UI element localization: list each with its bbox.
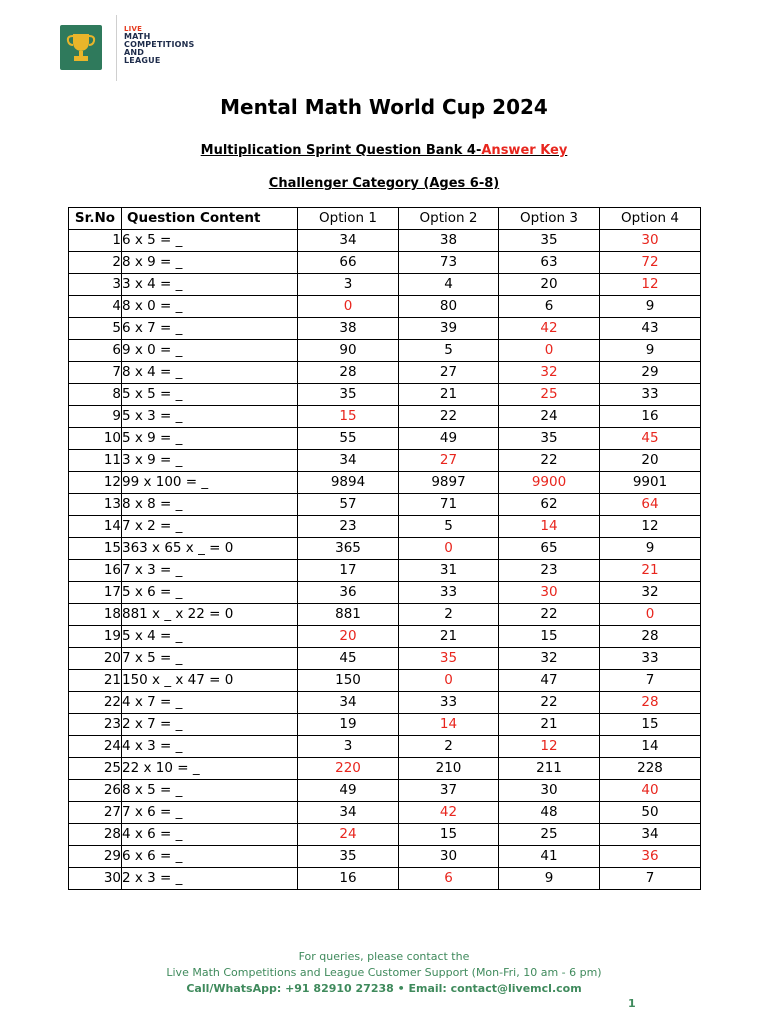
row-option: 3 xyxy=(298,274,399,296)
subtitle-answer-key: Answer Key xyxy=(481,143,568,158)
row-option: 73 xyxy=(399,252,499,274)
footer-support-line: Live Math Competitions and League Customer Support (Mon-Fri, 10 am - 6 pm) xyxy=(166,966,602,979)
correct-answer-option: 28 xyxy=(600,692,701,714)
correct-answer-option: 0 xyxy=(499,340,600,362)
row-question: 6 x 5 = _ xyxy=(122,230,298,252)
table-row xyxy=(69,274,701,296)
row-option: 34 xyxy=(298,230,399,252)
correct-answer-option: 42 xyxy=(499,318,600,340)
table-row xyxy=(69,802,701,824)
row-option: 211 xyxy=(499,758,600,780)
correct-answer-option: 15 xyxy=(298,406,399,428)
row-sr-no: 2 xyxy=(69,252,122,274)
row-option: 57 xyxy=(298,494,399,516)
row-question: 3 x 9 = _ xyxy=(122,450,298,472)
row-question: 5 x 6 = _ xyxy=(122,582,298,604)
row-sr-no: 8 xyxy=(69,384,122,406)
row-question: 8 x 4 = _ xyxy=(122,362,298,384)
row-question: 99 x 100 = _ xyxy=(122,472,298,494)
trophy-logo-icon xyxy=(60,25,102,70)
table-row xyxy=(69,692,701,714)
row-option: 7 xyxy=(600,670,701,692)
row-question: 2 x 3 = _ xyxy=(122,868,298,890)
correct-answer-option: 6 xyxy=(399,868,499,890)
header-option-2: Option 2 xyxy=(399,208,499,230)
row-option: 6 xyxy=(499,296,600,318)
table-row xyxy=(69,582,701,604)
row-sr-no: 7 xyxy=(69,362,122,384)
row-question: 4 x 7 = _ xyxy=(122,692,298,714)
row-sr-no: 25 xyxy=(69,758,122,780)
row-option: 32 xyxy=(600,582,701,604)
row-option: 25 xyxy=(499,824,600,846)
table-row xyxy=(69,252,701,274)
row-question: 8 x 9 = _ xyxy=(122,252,298,274)
row-option: 45 xyxy=(298,648,399,670)
row-option: 50 xyxy=(600,802,701,824)
row-option: 15 xyxy=(499,626,600,648)
row-question: 4 x 6 = _ xyxy=(122,824,298,846)
correct-answer-option: 30 xyxy=(600,230,701,252)
row-sr-no: 17 xyxy=(69,582,122,604)
category-heading: Challenger Category (Ages 6-8) xyxy=(268,176,500,191)
table-row xyxy=(69,780,701,802)
row-question: 5 x 9 = _ xyxy=(122,428,298,450)
row-option: 31 xyxy=(399,560,499,582)
row-question: 22 x 10 = _ xyxy=(122,758,298,780)
correct-answer-option: 14 xyxy=(399,714,499,736)
row-sr-no: 29 xyxy=(69,846,122,868)
correct-answer-option: 12 xyxy=(499,736,600,758)
table-row xyxy=(69,340,701,362)
correct-answer-option: 30 xyxy=(499,582,600,604)
row-sr-no: 10 xyxy=(69,428,122,450)
row-sr-no: 19 xyxy=(69,626,122,648)
row-question: 8 x 0 = _ xyxy=(122,296,298,318)
row-option: 16 xyxy=(298,868,399,890)
correct-answer-option: 0 xyxy=(399,670,499,692)
correct-answer-option: 0 xyxy=(399,538,499,560)
row-option: 62 xyxy=(499,494,600,516)
row-option: 23 xyxy=(499,560,600,582)
row-question: 7 x 5 = _ xyxy=(122,648,298,670)
row-question: 5 x 3 = _ xyxy=(122,406,298,428)
row-sr-no: 11 xyxy=(69,450,122,472)
subtitle-main: Multiplication Sprint Question Bank 4- xyxy=(200,143,482,158)
row-sr-no: 16 xyxy=(69,560,122,582)
table-row xyxy=(69,472,701,494)
row-sr-no: 15 xyxy=(69,538,122,560)
row-option: 35 xyxy=(499,230,600,252)
row-option: 33 xyxy=(600,648,701,670)
row-option: 47 xyxy=(499,670,600,692)
row-option: 34 xyxy=(298,450,399,472)
row-option: 49 xyxy=(298,780,399,802)
row-option: 881 xyxy=(298,604,399,626)
table-row xyxy=(69,824,701,846)
correct-answer-option: 40 xyxy=(600,780,701,802)
row-option: 38 xyxy=(399,230,499,252)
footer-contact-line: For queries, please contact the xyxy=(298,950,470,963)
table-row xyxy=(69,450,701,472)
row-sr-no: 28 xyxy=(69,824,122,846)
row-option: 2 xyxy=(399,736,499,758)
row-sr-no: 18 xyxy=(69,604,122,626)
row-option: 228 xyxy=(600,758,701,780)
row-option: 39 xyxy=(399,318,499,340)
row-question: 3 x 4 = _ xyxy=(122,274,298,296)
row-sr-no: 23 xyxy=(69,714,122,736)
header-option-3: Option 3 xyxy=(499,208,600,230)
row-option: 22 xyxy=(499,604,600,626)
row-option: 48 xyxy=(499,802,600,824)
correct-answer-option: 12 xyxy=(600,274,701,296)
table-row xyxy=(69,604,701,626)
row-option: 80 xyxy=(399,296,499,318)
row-option: 28 xyxy=(298,362,399,384)
row-sr-no: 5 xyxy=(69,318,122,340)
table-row xyxy=(69,736,701,758)
row-sr-no: 24 xyxy=(69,736,122,758)
correct-answer-option: 32 xyxy=(499,362,600,384)
row-option: 35 xyxy=(298,384,399,406)
row-option: 2 xyxy=(399,604,499,626)
row-option: 150 xyxy=(298,670,399,692)
row-option: 9 xyxy=(499,868,600,890)
row-question: 5 x 5 = _ xyxy=(122,384,298,406)
row-question: 4 x 3 = _ xyxy=(122,736,298,758)
row-sr-no: 9 xyxy=(69,406,122,428)
correct-answer-option: 24 xyxy=(298,824,399,846)
correct-answer-option: 0 xyxy=(298,296,399,318)
page-subtitle xyxy=(0,143,768,158)
table-row xyxy=(69,714,701,736)
row-option: 43 xyxy=(600,318,701,340)
row-option: 12 xyxy=(600,516,701,538)
row-option: 24 xyxy=(499,406,600,428)
row-option: 32 xyxy=(499,648,600,670)
row-option: 65 xyxy=(499,538,600,560)
row-option: 23 xyxy=(298,516,399,538)
row-question: 6 x 6 = _ xyxy=(122,846,298,868)
row-option: 27 xyxy=(399,362,499,384)
row-option: 9897 xyxy=(399,472,499,494)
table-row xyxy=(69,670,701,692)
row-option: 4 xyxy=(399,274,499,296)
table-row xyxy=(69,318,701,340)
row-option: 210 xyxy=(399,758,499,780)
row-question: 881 x _ x 22 = 0 xyxy=(122,604,298,626)
row-question: 150 x _ x 47 = 0 xyxy=(122,670,298,692)
row-question: 9 x 0 = _ xyxy=(122,340,298,362)
row-option: 33 xyxy=(399,582,499,604)
row-question: 5 x 4 = _ xyxy=(122,626,298,648)
row-question: 363 x 65 x _ = 0 xyxy=(122,538,298,560)
row-sr-no: 30 xyxy=(69,868,122,890)
table-row xyxy=(69,538,701,560)
row-question: 8 x 8 = _ xyxy=(122,494,298,516)
row-option: 9 xyxy=(600,296,701,318)
row-option: 33 xyxy=(399,692,499,714)
table-row xyxy=(69,296,701,318)
row-option: 30 xyxy=(399,846,499,868)
row-option: 5 xyxy=(399,340,499,362)
row-option: 38 xyxy=(298,318,399,340)
row-option: 29 xyxy=(600,362,701,384)
row-sr-no: 27 xyxy=(69,802,122,824)
table-row xyxy=(69,868,701,890)
header-question-content: Question Content xyxy=(122,208,298,230)
row-option: 21 xyxy=(499,714,600,736)
header-sr-no: Sr.No xyxy=(69,208,122,230)
row-option: 20 xyxy=(499,274,600,296)
row-option: 55 xyxy=(298,428,399,450)
row-option: 7 xyxy=(600,868,701,890)
row-option: 3 xyxy=(298,736,399,758)
row-question: 7 x 3 = _ xyxy=(122,560,298,582)
correct-answer-option: 72 xyxy=(600,252,701,274)
row-option: 16 xyxy=(600,406,701,428)
table-header-row xyxy=(69,208,701,230)
correct-answer-option: 35 xyxy=(399,648,499,670)
row-option: 37 xyxy=(399,780,499,802)
table-row xyxy=(69,560,701,582)
answer-key-table xyxy=(68,207,701,890)
correct-answer-option: 36 xyxy=(600,846,701,868)
correct-answer-option: 220 xyxy=(298,758,399,780)
row-option: 14 xyxy=(600,736,701,758)
row-option: 35 xyxy=(298,846,399,868)
row-option: 71 xyxy=(399,494,499,516)
row-sr-no: 21 xyxy=(69,670,122,692)
row-option: 34 xyxy=(600,824,701,846)
footer-call-email-line: Call/WhatsApp: +91 82910 27238 • Email: contact@livemcl.com xyxy=(186,982,582,995)
logo-wordmark: LIVE MATH COMPETITIONS AND LEAGUE xyxy=(124,25,195,65)
row-question: 2 x 7 = _ xyxy=(122,714,298,736)
correct-answer-option: 42 xyxy=(399,802,499,824)
correct-answer-option: 64 xyxy=(600,494,701,516)
correct-answer-option: 25 xyxy=(499,384,600,406)
row-option: 17 xyxy=(298,560,399,582)
row-sr-no: 22 xyxy=(69,692,122,714)
row-option: 28 xyxy=(600,626,701,648)
table-row xyxy=(69,846,701,868)
row-option: 9 xyxy=(600,538,701,560)
row-sr-no: 6 xyxy=(69,340,122,362)
row-option: 15 xyxy=(600,714,701,736)
correct-answer-option: 9900 xyxy=(499,472,600,494)
row-option: 365 xyxy=(298,538,399,560)
correct-answer-option: 45 xyxy=(600,428,701,450)
row-option: 19 xyxy=(298,714,399,736)
table-row xyxy=(69,758,701,780)
row-option: 9894 xyxy=(298,472,399,494)
table-row xyxy=(69,516,701,538)
row-sr-no: 14 xyxy=(69,516,122,538)
row-option: 30 xyxy=(499,780,600,802)
row-sr-no: 1 xyxy=(69,230,122,252)
row-option: 5 xyxy=(399,516,499,538)
row-option: 15 xyxy=(399,824,499,846)
row-sr-no: 26 xyxy=(69,780,122,802)
row-option: 21 xyxy=(399,626,499,648)
row-option: 9 xyxy=(600,340,701,362)
row-option: 9901 xyxy=(600,472,701,494)
header-option-4: Option 4 xyxy=(600,208,701,230)
table-row xyxy=(69,494,701,516)
correct-answer-option: 0 xyxy=(600,604,701,626)
row-sr-no: 13 xyxy=(69,494,122,516)
row-option: 22 xyxy=(499,450,600,472)
row-option: 34 xyxy=(298,802,399,824)
row-option: 34 xyxy=(298,692,399,714)
table-body xyxy=(69,230,701,890)
row-option: 22 xyxy=(399,406,499,428)
row-option: 22 xyxy=(499,692,600,714)
row-sr-no: 12 xyxy=(69,472,122,494)
row-option: 20 xyxy=(600,450,701,472)
correct-answer-option: 14 xyxy=(499,516,600,538)
row-option: 63 xyxy=(499,252,600,274)
table-row xyxy=(69,406,701,428)
row-option: 21 xyxy=(399,384,499,406)
correct-answer-option: 21 xyxy=(600,560,701,582)
row-option: 90 xyxy=(298,340,399,362)
table-row xyxy=(69,362,701,384)
row-question: 7 x 2 = _ xyxy=(122,516,298,538)
row-question: 8 x 5 = _ xyxy=(122,780,298,802)
row-question: 6 x 7 = _ xyxy=(122,318,298,340)
page-title: Mental Math World Cup 2024 xyxy=(220,95,548,119)
logo-divider xyxy=(116,15,117,81)
correct-answer-option: 27 xyxy=(399,450,499,472)
row-option: 41 xyxy=(499,846,600,868)
page-number: 1 xyxy=(628,997,636,1010)
table-row xyxy=(69,384,701,406)
header-option-1: Option 1 xyxy=(298,208,399,230)
row-option: 66 xyxy=(298,252,399,274)
table-row xyxy=(69,648,701,670)
row-question: 7 x 6 = _ xyxy=(122,802,298,824)
row-sr-no: 4 xyxy=(69,296,122,318)
row-option: 35 xyxy=(499,428,600,450)
table-row xyxy=(69,230,701,252)
row-sr-no: 20 xyxy=(69,648,122,670)
row-sr-no: 3 xyxy=(69,274,122,296)
correct-answer-option: 20 xyxy=(298,626,399,648)
table-row xyxy=(69,428,701,450)
row-option: 33 xyxy=(600,384,701,406)
table-row xyxy=(69,626,701,648)
row-option: 49 xyxy=(399,428,499,450)
row-option: 36 xyxy=(298,582,399,604)
